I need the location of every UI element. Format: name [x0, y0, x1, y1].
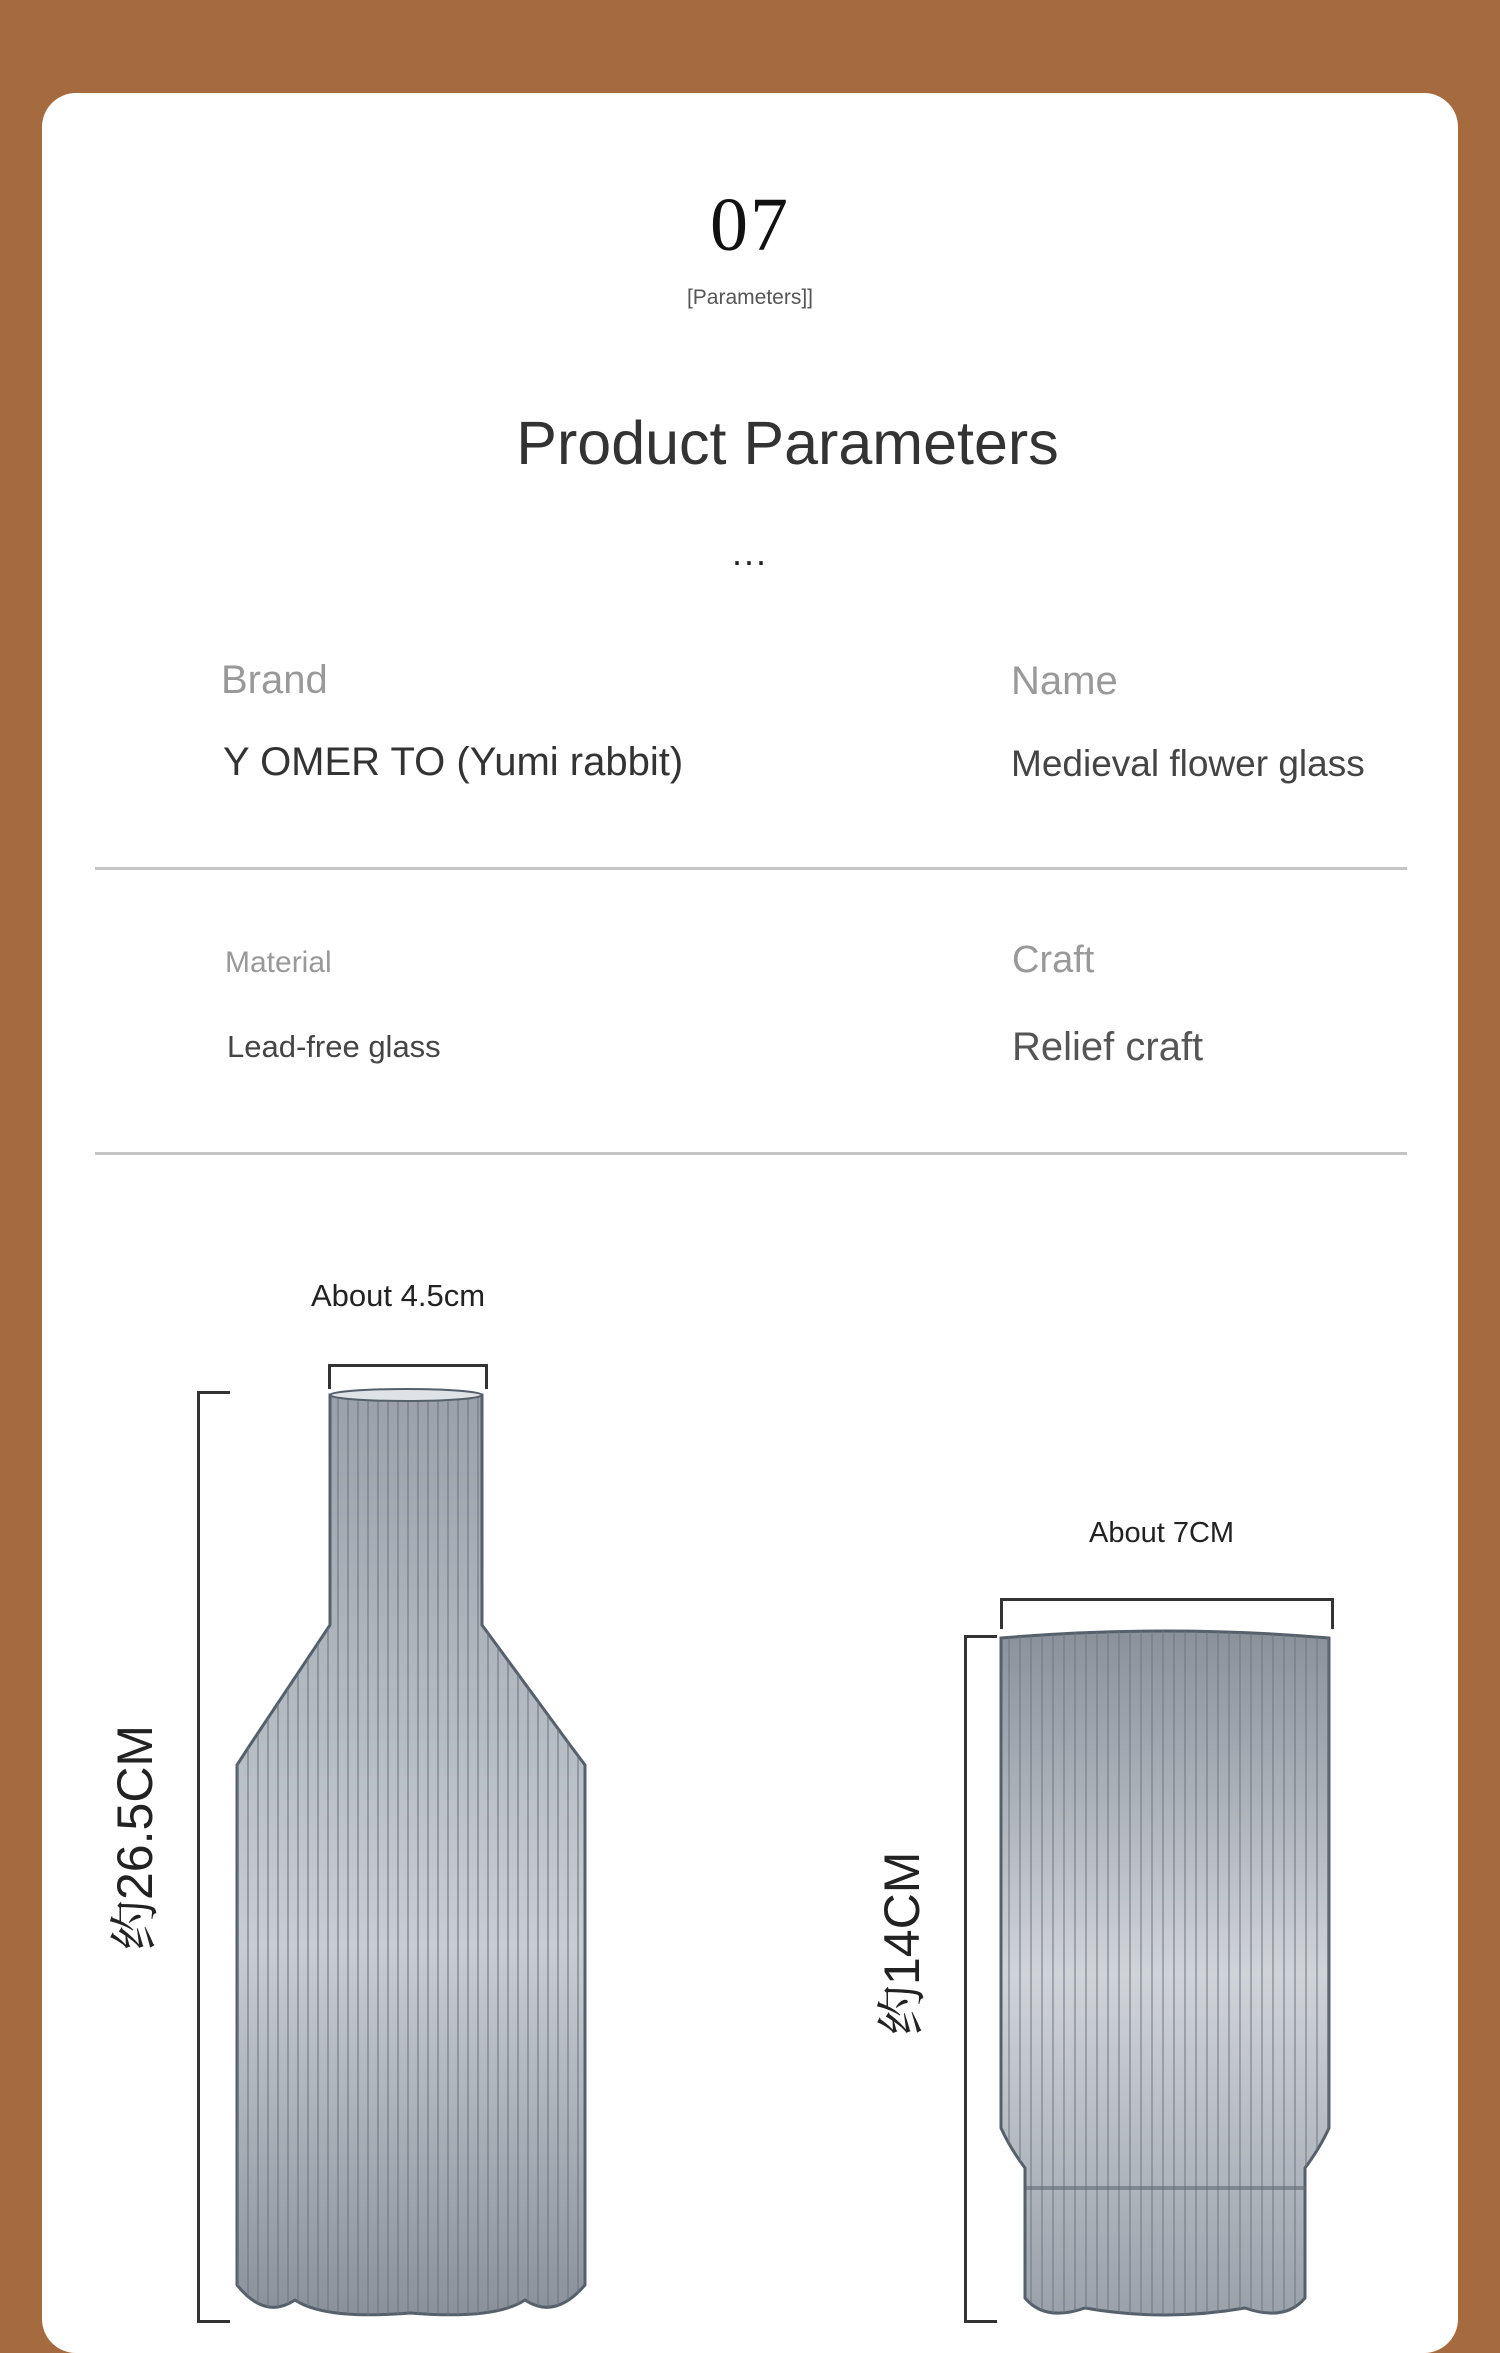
tumbler-image: [995, 1628, 1340, 2322]
glass-width-bracket: [1000, 1598, 1334, 1629]
row-divider: [95, 1152, 1407, 1155]
ellipsis-divider: ...: [731, 532, 768, 573]
glass-height-bracket: [964, 1635, 997, 2323]
glass-width-label: About 7CM: [1089, 1517, 1235, 1549]
section-number: 07: [710, 183, 790, 267]
material-value: Lead-free glass: [227, 1029, 441, 1064]
craft-label: Craft: [1012, 939, 1095, 981]
brand-value: Y OMER TO (Yumi rabbit): [223, 740, 684, 784]
page-title: Product Parameters: [516, 409, 1059, 477]
carafe-image: [225, 1385, 595, 2322]
name-label: Name: [1011, 659, 1118, 703]
glass-height-label: 约14CM: [874, 1851, 930, 2035]
name-value: Medieval flower glass: [1011, 743, 1365, 784]
bottle-width-label: About 4.5cm: [311, 1278, 486, 1313]
brand-label: Brand: [221, 658, 328, 702]
row-divider: [95, 867, 1407, 870]
bottle-height-label: 约26.5CM: [107, 1724, 163, 1950]
craft-value: Relief craft: [1012, 1025, 1204, 1069]
section-subtitle: [Parameters]]: [686, 286, 814, 309]
material-label: Material: [225, 946, 332, 979]
